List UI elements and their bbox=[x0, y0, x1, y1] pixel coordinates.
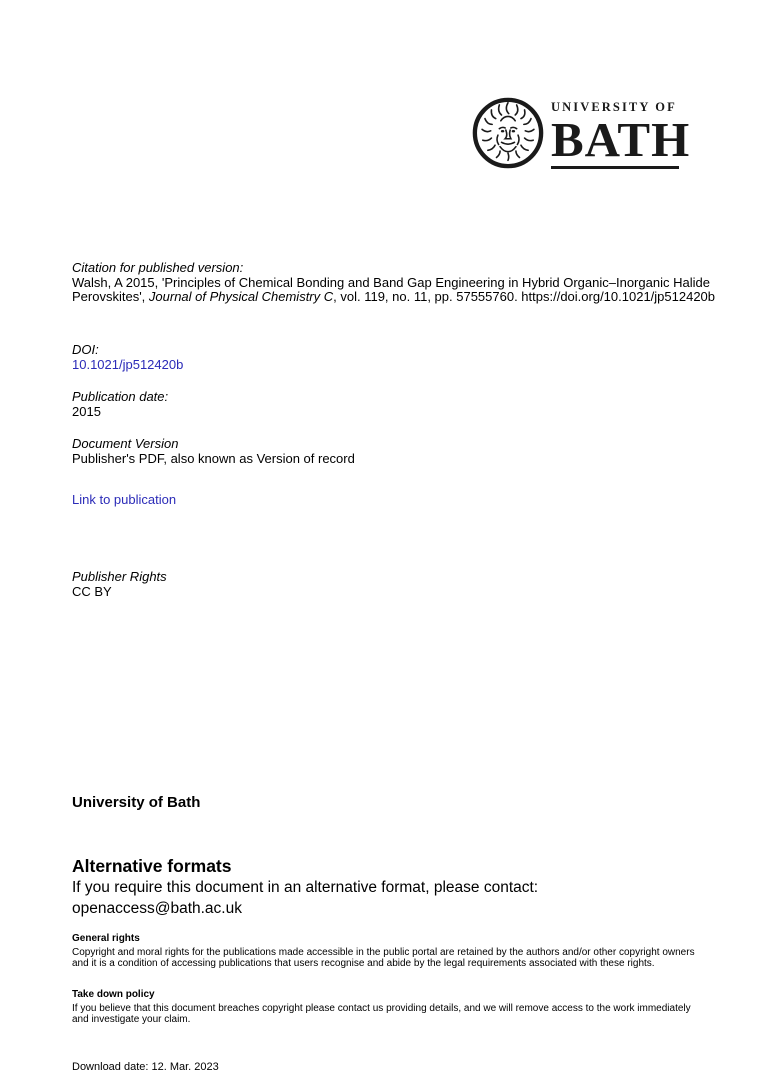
publication-date-section bbox=[72, 390, 168, 419]
publisher-rights-label: Publisher Rights bbox=[72, 569, 167, 584]
download-date: Download date: 12. Mar. 2023 bbox=[72, 1061, 219, 1073]
publication-date-value: 2015 bbox=[72, 403, 101, 419]
citation-line2 bbox=[72, 290, 715, 305]
alternative-formats-section bbox=[72, 856, 538, 919]
citation-line2-post: , vol. 119, no. 11, pp. 57555760. https://doi.org/10.1021/jp512420b bbox=[333, 289, 716, 305]
document-version-section bbox=[72, 437, 355, 466]
university-title: University of Bath bbox=[72, 794, 201, 811]
doi-link[interactable]: 10.1021/jp512420b bbox=[72, 356, 184, 372]
alternative-formats-email: openaccess@bath.ac.uk bbox=[72, 900, 242, 917]
citation-journal-name: Journal of Physical Chemistry C bbox=[148, 289, 334, 305]
take-down-policy-line1: If you believe that this document breaches copyright please contact us providing details, and we will remove access to the work immediately bbox=[72, 1002, 691, 1014]
publisher-rights-value: CC BY bbox=[72, 583, 112, 599]
publisher-rights-section bbox=[72, 570, 167, 599]
logo-wordmark bbox=[551, 100, 691, 169]
doi-section bbox=[72, 343, 183, 372]
general-rights-line1: Copyright and moral rights for the publications made accessible in the public portal are retained by the authors and/or other copyright owners bbox=[72, 946, 695, 958]
citation-line2-pre: Perovskites', bbox=[72, 289, 149, 305]
take-down-policy-line2: and investigate your claim. bbox=[72, 1013, 191, 1025]
take-down-policy-heading: Take down policy bbox=[72, 989, 155, 1000]
university-of-bath-logo bbox=[470, 95, 691, 177]
logo-bath-text: BATH bbox=[551, 112, 691, 167]
logo-university-of-text: UNIVERSITY OF bbox=[551, 100, 677, 114]
doi-label: DOI: bbox=[72, 342, 99, 357]
citation-line1: Walsh, A 2015, 'Principles of Chemical Bonding and Band Gap Engineering in Hybrid Organic–Inorganic Halide bbox=[72, 274, 710, 290]
citation-label: Citation for published version: bbox=[72, 260, 244, 275]
citation-section bbox=[72, 261, 715, 305]
take-down-policy-section bbox=[72, 989, 691, 1025]
alternative-formats-line1: If you require this document in an alternative format, please contact: bbox=[72, 879, 539, 896]
link-to-publication[interactable]: Link to publication bbox=[72, 492, 177, 507]
publication-date-label: Publication date: bbox=[72, 389, 169, 404]
general-rights-section bbox=[72, 933, 695, 969]
bath-crest-icon bbox=[472, 97, 544, 169]
general-rights-heading: General rights bbox=[72, 933, 140, 944]
link-to-publication-section bbox=[72, 493, 176, 508]
alternative-formats-heading: Alternative formats bbox=[72, 856, 232, 876]
document-version-label: Document Version bbox=[72, 436, 179, 451]
document-version-value: Publisher's PDF, also known as Version of record bbox=[72, 450, 355, 466]
general-rights-line2: and it is a condition of accessing publications that users recognise and abide by the legal requirements associated with these rights. bbox=[72, 957, 655, 969]
